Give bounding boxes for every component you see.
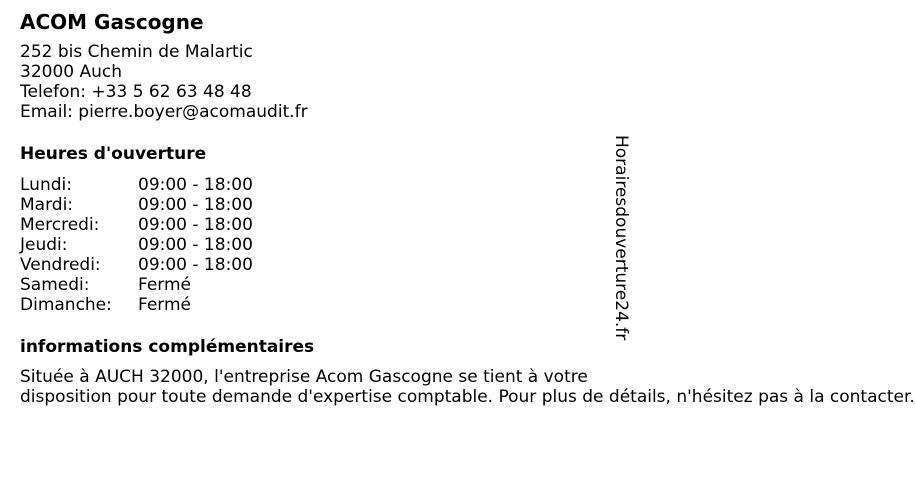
hours-row-monday — [20, 175, 610, 195]
info-line-2: disposition pour toute demande d'expertise comptable. Pour plus de détails, n'hésitez pas à la contacter. — [20, 387, 915, 407]
hours-row-friday — [20, 255, 610, 275]
day-label: Samedi: — [20, 275, 90, 295]
info-description — [20, 367, 915, 407]
contact-block — [20, 42, 610, 122]
address-city: 32000 Auch — [20, 62, 123, 82]
business-name: ACOM Gascogne — [20, 10, 204, 34]
day-label: Dimanche: — [20, 295, 112, 315]
day-hours: Fermé — [138, 295, 192, 315]
day-label: Vendredi: — [20, 255, 101, 275]
hours-row-saturday — [20, 275, 610, 295]
brand-watermark: Horairesdouverture24.fr — [611, 135, 631, 341]
day-label: Lundi: — [20, 175, 72, 195]
day-hours: Fermé — [138, 275, 192, 295]
opening-hours-list — [20, 175, 610, 315]
day-hours: 09:00 - 18:00 — [138, 255, 253, 275]
day-label: Jeudi: — [20, 235, 68, 255]
info-line-1: Située à AUCH 32000, l'entreprise Acom Gascogne se tient à votre — [20, 367, 588, 387]
day-hours: 09:00 - 18:00 — [138, 235, 253, 255]
hours-row-tuesday — [20, 195, 610, 215]
day-label: Mercredi: — [20, 215, 100, 235]
day-hours: 09:00 - 18:00 — [138, 215, 253, 235]
email-address[interactable]: Email: pierre.boyer@acomaudit.fr — [20, 102, 308, 122]
day-hours: 09:00 - 18:00 — [138, 195, 253, 215]
phone-number[interactable]: Telefon: +33 5 62 63 48 48 — [20, 82, 252, 102]
hours-heading: Heures d'ouverture — [20, 144, 207, 164]
hours-row-thursday — [20, 235, 610, 255]
hours-row-sunday — [20, 295, 610, 315]
hours-row-wednesday — [20, 215, 610, 235]
day-label: Mardi: — [20, 195, 74, 215]
day-hours: 09:00 - 18:00 — [138, 175, 253, 195]
info-heading: informations complémentaires — [20, 337, 315, 357]
address-street: 252 bis Chemin de Malartic — [20, 42, 253, 62]
